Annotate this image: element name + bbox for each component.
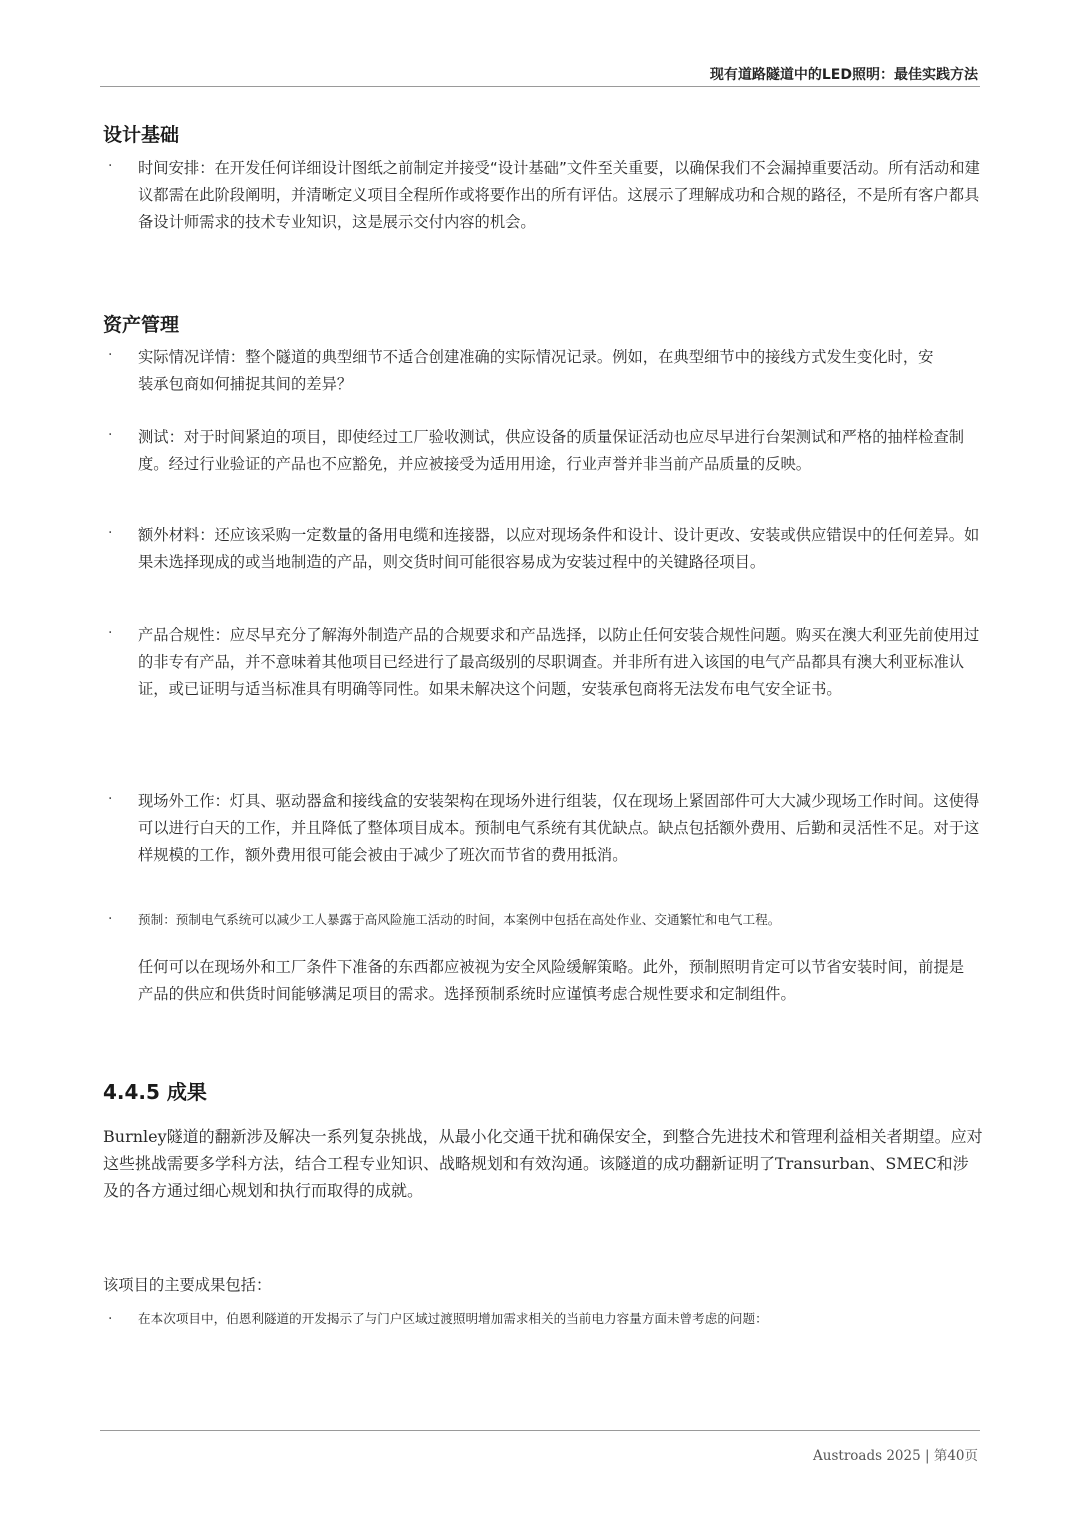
- page-footer: Austroads 2025 | 第40页: [813, 1448, 978, 1464]
- prefabrication-followup-paragraph: 任何可以在现场外和工厂条件下准备的东西都应被视为安全风险缓解策略。此外，预制照明肯定可以节省安装时间，前提是产品的供应和供货时间能够满足项目的需求。选择预制系统时应谨慎考虑合规性要求和定制组件。: [138, 958, 965, 1003]
- bullet-marker: ·: [108, 911, 113, 927]
- outcomes-lead-text: 该项目的主要成果包括：: [103, 1276, 272, 1294]
- bullet-text-as-built-details: 实际情况详情：整个隧道的典型细节不适合创建准确的实际情况记录。例如，在典型细节中的接线方式发生变化时，安装承包商如何捕捉其间的差异？: [138, 348, 934, 393]
- bullet-text-scheduling: 时间安排：在开发任何详细设计图纸之前制定并接受“设计基础”文件至关重要，以确保我们不会漏掉重要活动。所有活动和建议都需在此阶段阐明，并清晰定义项目全程所作或将要作出的所有评估。这展示了理解成功和合规的路径，不是所有客户都具备设计师需求的技术专业知识，这是展示交付内容的机会。: [138, 159, 980, 231]
- footer-divider: [100, 1430, 980, 1431]
- bullet-marker: ·: [108, 1311, 113, 1327]
- bullet-marker: ·: [108, 525, 113, 541]
- section-heading-asset-management: 资产管理: [103, 314, 180, 336]
- bullet-text-testing: 测试：对于时间紧迫的项目，即使经过工厂验收测试，供应设备的质量保证活动也应尽早进行台架测试和严格的抽样检查制度。经过行业验证的产品也不应豁免，并应被接受为适用用途，行业声誉并非当前产品质量的反映。: [138, 428, 965, 473]
- bullet-marker: ·: [108, 158, 113, 174]
- bullet-marker: ·: [108, 347, 113, 363]
- bullet-marker: ·: [108, 625, 113, 641]
- outcomes-paragraph: Burnley隧道的翻新涉及解决一系列复杂挑战，从最小化交通干扰和确保安全，到整合先进技术和管理利益相关者期望。应对这些挑战需要多学科方法，结合工程专业知识、战略规划和有效沟通。该隧道的成功翻新证明了Transurban、SMEC和涉及的各方通过细心规划和执行而取得的成就。: [103, 1127, 983, 1200]
- header-divider: [100, 86, 980, 87]
- bullet-text-offsite-work: 现场外工作：灯具、驱动器盒和接线盒的安装架构在现场外进行组装，仅在现场上紧固部件可大大减少现场工作时间。这使得可以进行白天的工作，并且降低了整体项目成本。预制电气系统有其优缺点。缺点包括额外费用、后勤和灵活性不足。对于这样规模的工作，额外费用很可能会被由于减少了班次而节省的费用抵消。: [138, 792, 980, 864]
- running-header-title: 现有道路隧道中的LED照明：最佳实践方法: [709, 67, 978, 83]
- bullet-marker: ·: [108, 791, 113, 807]
- bullet-text-outcome-power-capacity: 在本次项目中，伯恩利隧道的开发揭示了与门户区域过渡照明增加需求相关的当前电力容量方面未曾考虑的问题：: [138, 1311, 768, 1326]
- bullet-text-prefabrication: 预制：预制电气系统可以减少工人暴露于高风险施工活动的时间，本案例中包括在高处作业、交通繁忙和电气工程。: [138, 912, 781, 927]
- bullet-marker: ·: [108, 427, 113, 443]
- section-heading-design-basis: 设计基础: [103, 124, 180, 146]
- section-heading-outcomes: 4.4.5 成果: [103, 1080, 207, 1104]
- bullet-text-product-compliance: 产品合规性：应尽早充分了解海外制造产品的合规要求和产品选择，以防止任何安装合规性问题。购买在澳大利亚先前使用过的非专有产品，并不意味着其他项目已经进行了最高级别的尽职调查。并非所有进入该国的电气产品都具有澳大利亚标准认证，或已证明与适当标准具有明确等同性。如果未解决这个问题，安装承包商将无法发布电气安全证书。: [138, 626, 980, 698]
- bullet-text-extra-materials: 额外材料：还应该采购一定数量的备用电缆和连接器，以应对现场条件和设计、设计更改、安装或供应错误中的任何差异。如果未选择现成的或当地制造的产品，则交货时间可能很容易成为安装过程中的关键路径项目。: [138, 526, 980, 571]
